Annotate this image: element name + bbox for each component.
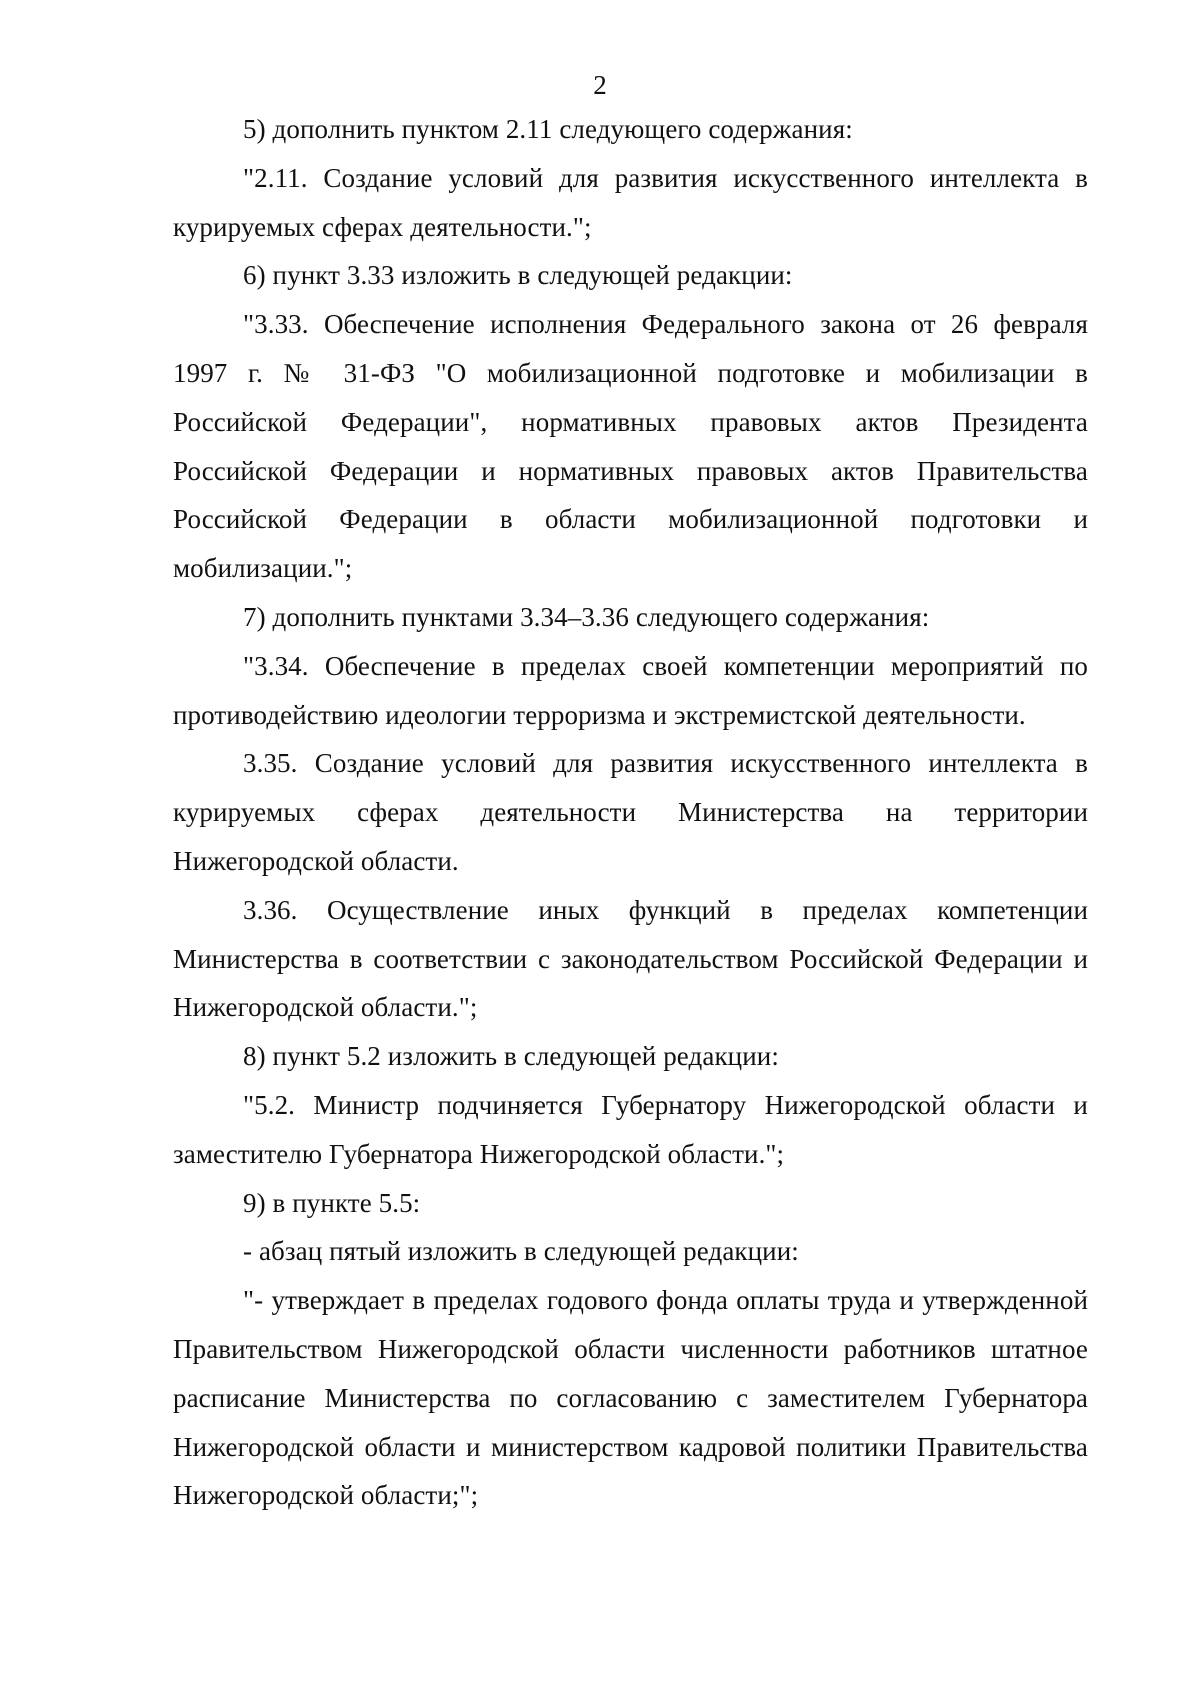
paragraph-item-8: 8) пункт 5.2 изложить в следующей редакции:	[243, 1041, 779, 1072]
paragraph-5-2: "5.2. Министр подчиняется Губернатору Нижегородской области и заместителю Губернатора Нижегородской области.";	[173, 1089, 1088, 1169]
paragraph-3-36: 3.36. Осуществление иных функций в пределах компетенции Министерства в соответствии с законодательством Российской Федерации и Нижегородской области.";	[173, 894, 1088, 1023]
page-number: 2	[593, 70, 607, 100]
paragraph-subitem-fifth: - абзац пятый изложить в следующей редакции:	[243, 1236, 799, 1267]
paragraph-item-7: 7) дополнить пунктами 3.34–3.36 следующего содержания:	[243, 601, 930, 632]
paragraph-item-9: 9) в пункте 5.5:	[243, 1187, 421, 1218]
paragraph-2-11: "2.11. Создание условий для развития искусственного интеллекта в курируемых сферах деятельности.";	[173, 162, 1088, 242]
paragraph-3-34: "3.34. Обеспечение в пределах своей компетенции мероприятий по противодействию идеологии терроризма и экстремистской деятельности.	[173, 650, 1088, 730]
paragraph-item-5: 5) дополнить пунктом 2.11 следующего содержания:	[243, 114, 853, 144]
paragraph-item-6: 6) пункт 3.33 изложить в следующей редакции:	[243, 260, 793, 291]
document-body	[173, 105, 1088, 1520]
paragraph-3-33: "3.33. Обеспечение исполнения Федерального закона от 26 февраля 1997 г. № 31-ФЗ "О мобилизационной подготовке и мобилизации в Российской Федерации", нормативных правовых актов Президента Российской Федерации и нормативных правовых актов Правительства Российской Федерации в области мобилизационной подготовки и мобилизации.";	[173, 309, 1088, 584]
paragraph-3-35: 3.35. Создание условий для развития искусственного интеллекта в курируемых сферах деятельности Министерства на территории Нижегородской области.	[173, 748, 1088, 876]
paragraph-5-5-text: "- утверждает в пределах годового фонда оплаты труда и утвержденной Правительством Нижегородской области численности работников штатное расписание Министерства по согласованию с заместителем Губернатора Нижегородской области и министерством кадровой политики Правительства Нижегородской области;";	[173, 1285, 1088, 1511]
